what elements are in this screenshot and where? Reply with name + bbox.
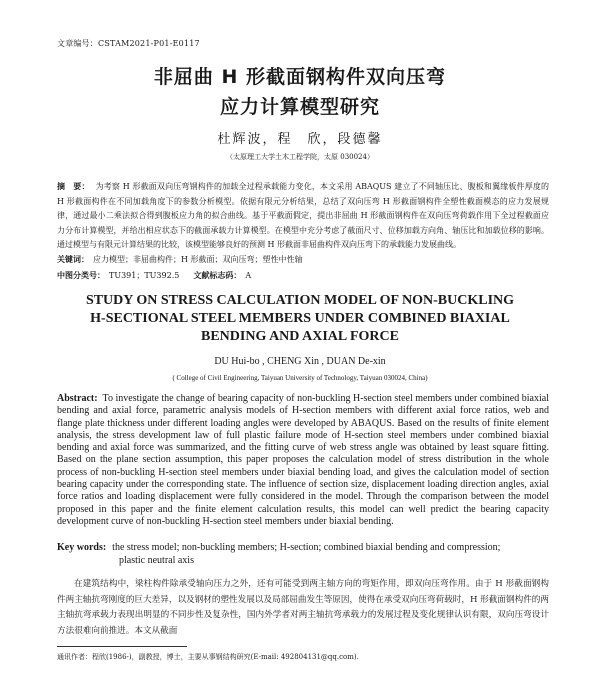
chinese-keywords-label: 关键词： <box>57 254 89 264</box>
chinese-abstract-text: 为考察 H 形截面双向压弯钢构件的加载全过程承载能力变化，本文采用 ABAQUS 建立了不同轴压比、腹板和翼缘板件厚度的 H 形截面构件在不同加载角度下的参数分析模型。依据有限元分析结果，总结了双向压弯 H 形截面钢构件全塑性截面模态的应力发展规律，通过最小二乘法拟合得到腹板应力角的拟合曲线。基于平截面假定，提出非屈曲 H 形截面钢构件在双向压弯荷载作用下全过程截面应力分布计算模型，并给出相应状态下的截面承载力计算模型。在模型中充分考虑了截面尺寸、位移加载方向角、轴压比和加载位移的影响。通过模型与有限元计算结果的比较，该模型能够良好的预测 H 形截面非屈曲构件双向压弯下的承载能力发展曲线。 <box>57 182 550 249</box>
english-abstract-label: Abstract: <box>57 393 98 404</box>
english-abstract <box>57 393 549 528</box>
footnote: 通讯作者：程欣(1986-)，副教授，博士，主要从事钢结构研究(E-mail: 492804131@qq.com). <box>57 653 359 661</box>
footnote-divider <box>57 646 187 647</box>
english-abstract-text: To investigate the change of bearing capacity of non-buckling H-section steel members under combined biaxial bending and axial force, parametric analysis models of H-section members with different axial force ratios, web and flange plate thickness under different loading angles were developed by ABAQUS. Based on the results of finite element analysis, the stress development law of full plastic failure mode of H-section steel members under combined biaxial bending and axial force was summarized, and the fitting curve of web stress angle was obtained by least square fitting. Based on the plane section assumption, this paper proposes the calculation model of stress distribution in the whole process of non-buckling H-section steel members under biaxial bending load, and gives the calculation model of section bearing capacity under the corresponding state. The influence of section size, displacement loading direction angles, axial force ratios and loading displacement were fully considered in the model. Through the comparison between the model proposed in this paper and the finite element calculation results, this model can well predict the bearing capacity development curve of non-buckling H-section steel members under biaxial bending. <box>57 393 549 527</box>
chinese-authors: 杜辉波，程 欣，段德馨 <box>217 132 383 147</box>
chinese-abstract <box>57 179 549 253</box>
article-number: 文章编号：CSTAM2021-P01-E0117 <box>57 39 200 48</box>
english-affiliation: ( College of Civil Engineering, Taiyuan University of Technology, Taiyuan 030024, China) <box>172 374 428 382</box>
english-title-line-3: BENDING AND AXIAL FORCE <box>201 329 399 344</box>
chinese-keywords <box>57 254 303 265</box>
english-authors: DU Hui-bo , CHENG Xin , DUAN De-xin <box>214 356 386 367</box>
english-title-line-1: STUDY ON STRESS CALCULATION MODEL OF NON-BUCKLING <box>85 293 515 308</box>
english-title-line-2: H-SECTIONAL STEEL MEMBERS UNDER COMBINED BIAXIAL <box>90 311 510 326</box>
document-code-value: A <box>245 271 252 280</box>
classification-value: TU391；TU392.5 <box>109 271 180 280</box>
chinese-affiliation: （太原理工大学土木工程学院，太原 030024） <box>226 153 374 161</box>
english-keywords-label: Key words: <box>57 542 107 553</box>
document-code-label: 文献标志码： <box>193 270 242 280</box>
chinese-title-line-2: 应力计算模型研究 <box>219 96 380 118</box>
english-keywords <box>57 542 549 567</box>
classification-label: 中图分类号： <box>57 270 105 280</box>
chinese-keywords-text: 应力模型；非屈曲构件；H 形截面；双向压弯；塑性中性轴 <box>93 255 303 264</box>
english-keywords-line-1: the stress model; non-buckling members; H-section; combined biaxial bending and compression; <box>112 542 501 553</box>
chinese-title-line-1: 非屈曲 H 形截面钢构件双向压弯 <box>153 66 447 88</box>
english-title <box>60 292 540 346</box>
body-paragraph: 在建筑结构中，梁柱构件除承受轴向压力之外，还有可能受到两主轴方向的弯矩作用，即双向压弯作用。由于 H 形截面钢构件两主轴抗弯刚度的巨大差异，以及钢材的塑性发展以及局部屈曲发生等原因，使得在承受双向压弯荷载时，H 形截面钢构件的两主轴抗弯承载力表现出明显的不同步性及复杂性，国内外学者对两主轴抗弯承载力的发展过程及变化规律认识有限，双向压弯设计方法很难向前推进。本文从截面 <box>57 579 549 636</box>
chinese-abstract-label: 摘 要： <box>57 181 90 191</box>
classification-line <box>57 270 251 281</box>
english-keywords-line-2: plastic neutral axis <box>119 554 194 566</box>
